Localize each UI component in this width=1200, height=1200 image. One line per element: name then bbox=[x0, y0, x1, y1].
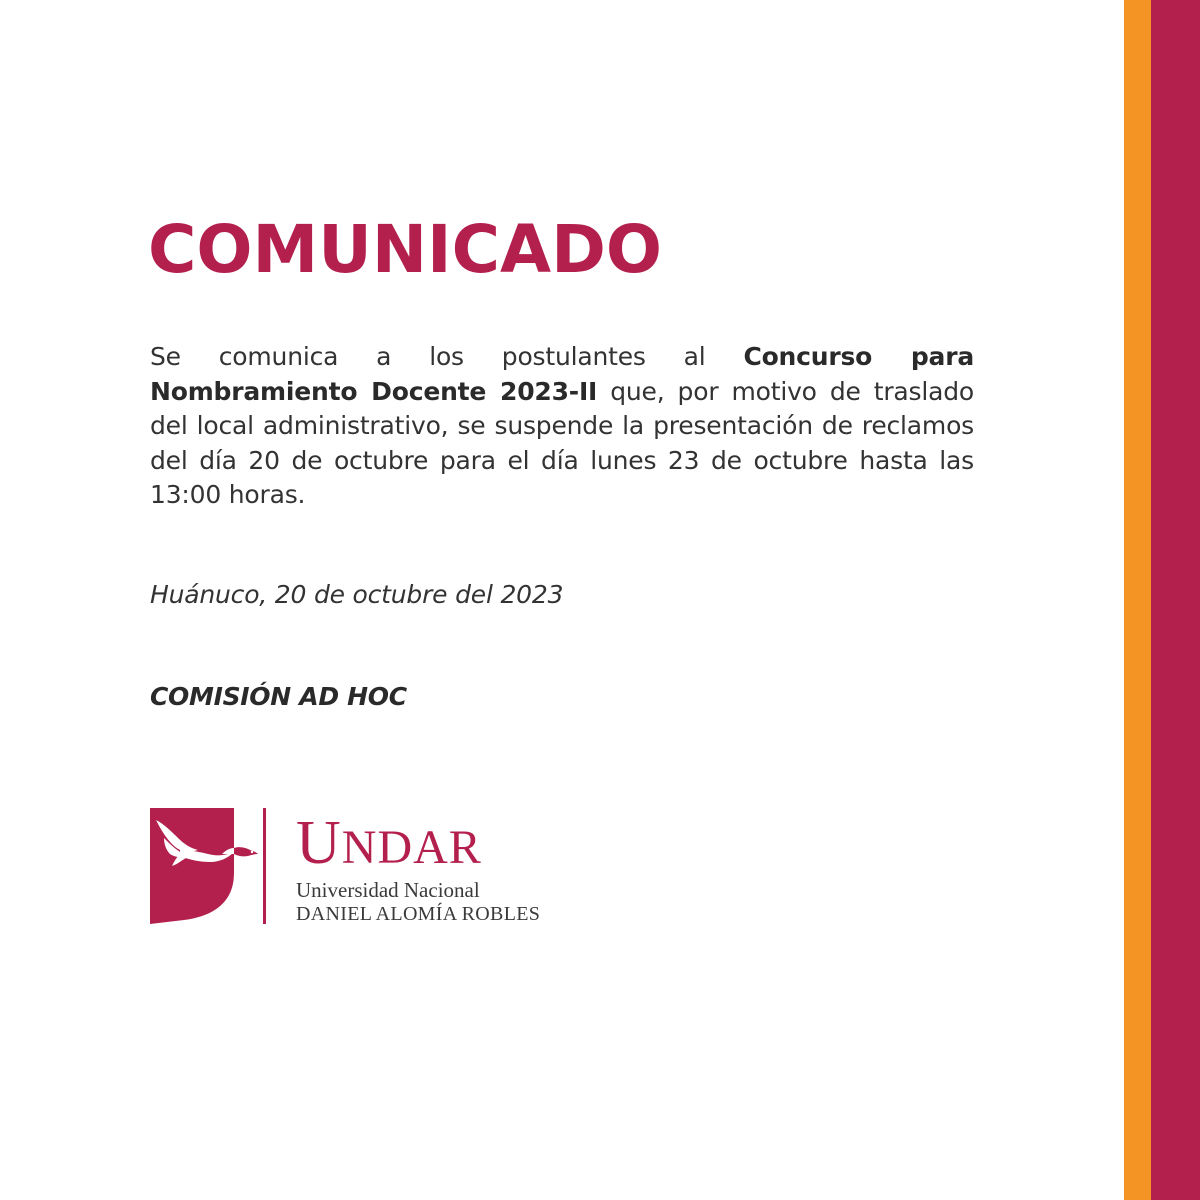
crimson-side-stripe bbox=[1151, 0, 1200, 1200]
condor-emblem-icon bbox=[150, 808, 236, 924]
body-text-part-2: que, por motivo de traslado del local administrativo, se suspende la presentación de reclamos del día 20 de octubre para el día lunes 23 de octubre hasta las 13:00 horas. bbox=[150, 376, 975, 509]
logo-subtitle-2: DANIEL ALOMÍA ROBLES bbox=[296, 903, 541, 925]
logo-name-rest: NDAR bbox=[341, 821, 482, 874]
logo-name bbox=[296, 809, 482, 877]
signature: COMISIÓN AD HOC bbox=[150, 682, 407, 711]
logo-divider bbox=[263, 808, 266, 924]
contest-name: Concurso para Nombramiento Docente 2023-II bbox=[150, 342, 974, 406]
logo-name-initial: U bbox=[296, 809, 342, 877]
logo-subtitle-1: Universidad Nacional bbox=[296, 878, 480, 902]
condor-head-icon bbox=[234, 846, 258, 860]
page-title: COMUNICADO bbox=[148, 211, 663, 288]
university-logo bbox=[150, 808, 570, 926]
announcement-body bbox=[150, 340, 974, 513]
date-line: Huánuco, 20 de octubre del 2023 bbox=[150, 580, 564, 609]
orange-side-stripe bbox=[1124, 0, 1151, 1200]
body-text-part-1: Se comunica a los postulantes al bbox=[150, 342, 744, 371]
